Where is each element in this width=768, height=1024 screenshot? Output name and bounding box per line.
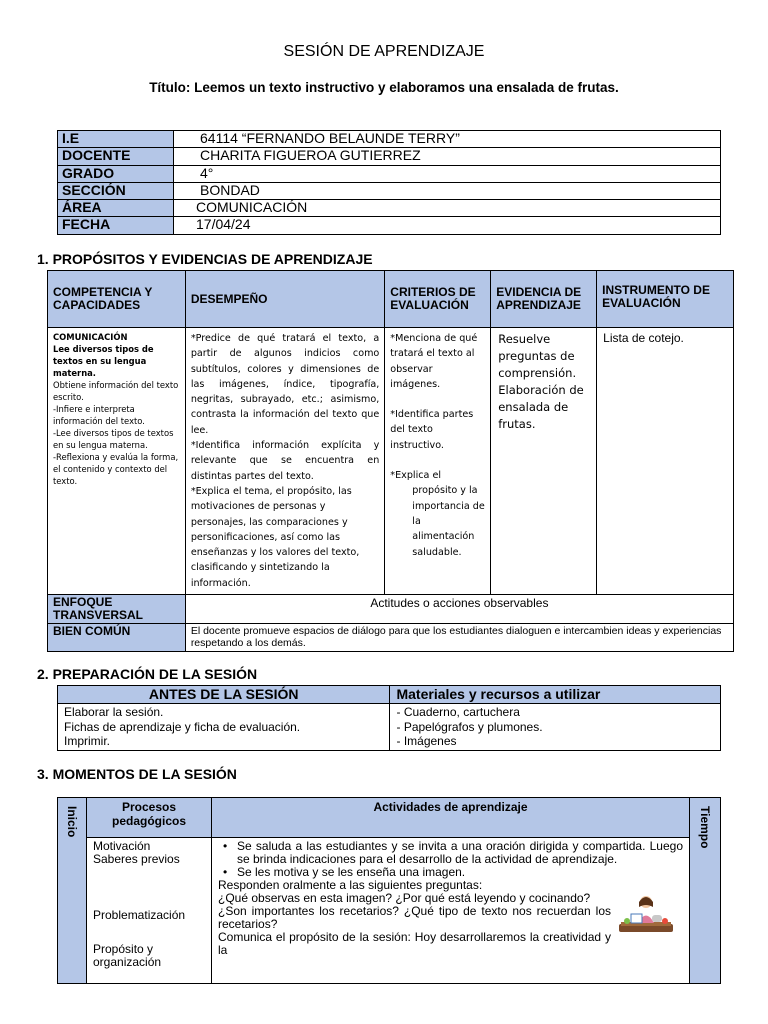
proc-saberes: Saberes previos [93, 852, 180, 866]
info-key: I.E [58, 131, 174, 148]
activity-line-4: Comunica el propósito de la sesión: Hoy desarrollaremos la creatividad y la [218, 930, 611, 957]
inicio-label: Inicio [65, 806, 79, 838]
header-criterios: CRITERIOS DE EVALUACIÓN [385, 271, 491, 328]
proc-proposito: Propósito y organización [93, 942, 162, 969]
activity-line-3: ¿Son importantes los recetarios? ¿Qué tipo de texto nos recuerdan los recetarios? [218, 904, 611, 931]
antes-item: Fichas de aprendizaje y ficha de evaluación. [64, 719, 301, 734]
capacidad-3: -Lee diversos tipos de textos en su lengua materna. [53, 428, 174, 450]
competencia-cell [48, 328, 186, 595]
desempeno-3: *Explica el tema, el propósito, las motivaciones de personas y personajes, las comparaciones y personificaciones, así como las enseñanzas y los valores del texto, clasificando y sintetizando la información. [190, 485, 360, 589]
purposes-body-row [48, 328, 734, 595]
enfoque-label: ENFOQUE TRANSVERSAL [48, 595, 186, 624]
tiempo-label: Tiempo [698, 806, 712, 849]
bien-comun-label: BIEN COMÚN [48, 624, 186, 652]
header-procesos: Procesos pedagógicos [87, 798, 212, 838]
proc-problematizacion: Problematización [93, 908, 186, 922]
info-key: SECCIÓN [58, 182, 174, 199]
materiales-cell [390, 704, 721, 751]
procesos-cell [87, 838, 212, 984]
header-actividades: Actividades de aprendizaje [212, 798, 690, 838]
moments-body-row [58, 838, 721, 984]
criterio-1: *Menciona de qué tratará el texto al observar imágenes. [390, 333, 478, 390]
evidencia-cell: Resuelve preguntas de comprensión. Elaboración de ensalada de frutas. [491, 328, 597, 595]
activity-bullets [218, 840, 683, 879]
girl-reading-cooking-icon [617, 894, 675, 934]
criterio-3-head: *Explica el [390, 470, 442, 482]
activity-line-2: ¿Qué observas en esta imagen? ¿Por qué está leyendo y cocinando? [218, 891, 591, 905]
info-value: 4° [174, 165, 721, 182]
section-1-title: 1. PROPÓSITOS Y EVIDENCIAS DE APRENDIZAJE [37, 251, 373, 267]
info-value: 17/04/24 [174, 217, 721, 234]
antes-item: Elaborar la sesión. [64, 705, 164, 719]
info-key: DOCENTE [58, 148, 174, 165]
section-2-title: 2. PREPARACIÓN DE LA SESIÓN [37, 666, 258, 682]
info-value: 64114 “FERNANDO BELAUNDE TERRY” [174, 131, 721, 148]
purposes-header-row [48, 271, 734, 328]
materiales-item: - Imágenes [396, 734, 457, 748]
info-value: CHARITA FIGUEROA GUTIERREZ [174, 148, 721, 165]
materiales-item: - Cuaderno, cartuchera [396, 705, 520, 719]
inicio-side-cell [58, 798, 87, 984]
desempeno-cell [185, 328, 384, 595]
info-key: FECHA [58, 217, 174, 234]
proc-motivacion: Motivación [93, 839, 151, 853]
info-table [57, 130, 721, 235]
competencia-head: COMUNICACIÓN [53, 332, 128, 342]
competencia-bold: Lee diversos tipos de textos en su lengua materna. [53, 344, 154, 378]
preparation-header-row [58, 686, 721, 704]
header-desempeno: DESEMPEÑO [185, 271, 384, 328]
bien-comun-row [48, 624, 734, 652]
preparation-body-row [58, 704, 721, 751]
materiales-header: Materiales y recursos a utilizar [390, 686, 721, 704]
desempeno-2: *Identifica información explícita y relevante que se encuentra en distintas partes del texto. [190, 440, 380, 482]
enfoque-value: Actitudes o acciones observables [185, 595, 733, 624]
enfoque-row [48, 595, 734, 624]
activity-line-1: Responden oralmente a las siguientes preguntas: [218, 878, 483, 892]
purposes-table [47, 270, 734, 652]
header-competencia: COMPETENCIA Y CAPACIDADES [48, 271, 186, 328]
capacidad-4: -Reflexiona y evalúa la forma, el contenido y contexto del texto. [53, 452, 179, 486]
info-row [58, 148, 721, 165]
info-row [58, 200, 721, 217]
moments-header-row [58, 798, 721, 838]
criterio-3-rest: propósito y la importancia de la alimentación saludable. [412, 485, 485, 558]
antes-header: ANTES DE LA SESIÓN [58, 686, 390, 704]
materiales-item: - Papelógrafos y plumones. [396, 719, 543, 734]
tiempo-side-cell [690, 798, 721, 984]
antes-item: Imprimir. [64, 734, 110, 748]
info-row [58, 131, 721, 148]
info-value: BONDAD [174, 182, 721, 199]
info-row [58, 165, 721, 182]
antes-cell [58, 704, 390, 751]
activity-bullet-2: • Se les motiva y se les enseña una imagen. [218, 866, 683, 879]
info-key: GRADO [58, 165, 174, 182]
bien-comun-value: El docente promueve espacios de diálogo para que los estudiantes dialoguen e intercambien ideas y experiencias respetando a los demás. [185, 624, 733, 652]
desempeno-1: *Predice de qué tratará el texto, a partir de algunos indicios como subtítulos, colores y dimensiones de las imágenes, índice, tipografía, negritas, subrayado, etc.; asimismo, contrasta la información del texto que lee. [190, 333, 380, 436]
session-subtitle: Título: Leemos un texto instructivo y elaboramos una ensalada de frutas. [149, 80, 619, 95]
capacidad-1: Obtiene información del texto escrito. [53, 380, 179, 402]
instrumento-cell: Lista de cotejo. [597, 328, 734, 595]
actividades-cell [212, 838, 690, 984]
header-evidencia: EVIDENCIA DE APRENDIZAJE [491, 271, 597, 328]
moments-table [57, 797, 721, 984]
criterios-cell [385, 328, 491, 595]
info-row [58, 217, 721, 234]
info-value: COMUNICACIÓN [174, 200, 721, 217]
capacidad-2: -Infiere e interpreta información del texto. [53, 404, 145, 426]
activity-bullet-1: • Se saluda a las estudiantes y se invita a una oración dirigida y compartida. Luego se brinda indicaciones para el desarrollo de la actividad de aprendizaje. [218, 840, 683, 866]
criterio-2: *Identifica partes del texto instructivo. [390, 409, 474, 451]
page-title: SESIÓN DE APRENDIZAJE [283, 43, 485, 60]
header-instrumento: INSTRUMENTO DE EVALUACIÓN [597, 271, 734, 328]
info-row [58, 182, 721, 199]
info-key: ÁREA [58, 200, 174, 217]
preparation-table [57, 685, 721, 751]
section-3-title: 3. MOMENTOS DE LA SESIÓN [37, 766, 237, 782]
